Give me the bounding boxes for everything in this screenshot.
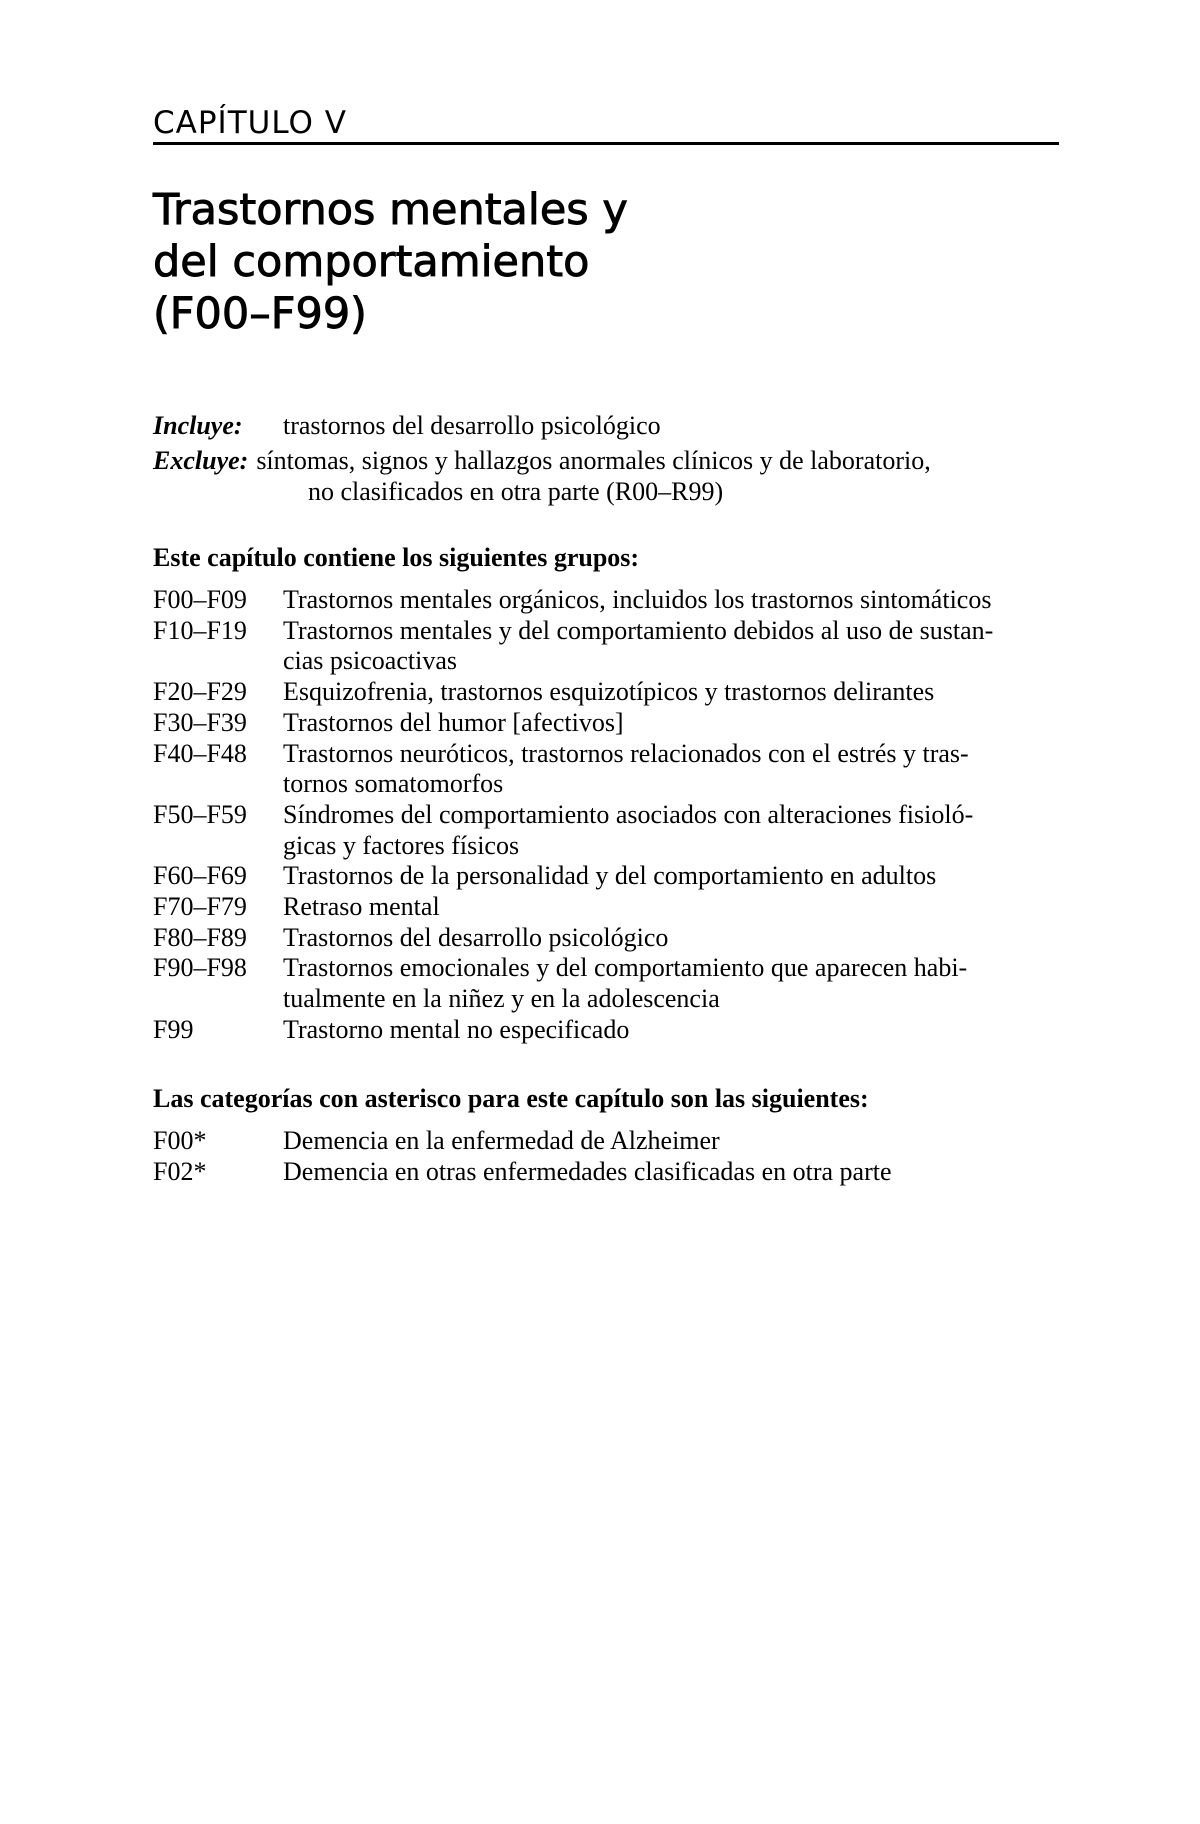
chapter-label: CAPÍTULO V <box>153 104 1059 145</box>
list-item <box>153 677 1059 708</box>
group-description: Trastornos del humor [afectivos] <box>283 707 624 737</box>
asterisk-heading: Las categorías con asterisco para este capítulo son las siguientes: <box>153 1084 869 1113</box>
group-code: F20–F29 <box>153 677 247 707</box>
excludes-row <box>153 445 1059 476</box>
group-description: Síndromes del comportamiento asociados con alteraciones fisioló- gicas y factores físicos <box>283 799 974 860</box>
chapter-title-line: Trastornos mentales y <box>153 185 628 235</box>
group-description: Trastornos de la personalidad y del comportamiento en adultos <box>283 861 937 891</box>
group-description: Trastorno mental no especificado <box>283 1014 630 1044</box>
asterisk-code: F02* <box>153 1156 207 1186</box>
group-code: F10–F19 <box>153 615 247 645</box>
group-description: Trastornos neuróticos, trastornos relacionados con el estrés y tras- tornos somatomorfos <box>283 738 969 799</box>
list-item <box>153 1157 1059 1188</box>
group-code: F00–F09 <box>153 585 247 614</box>
group-description: Esquizofrenia, trastornos esquizotípicos y trastornos delirantes <box>283 677 935 707</box>
excludes-label: Excluye: <box>153 446 249 475</box>
excludes-text-continuation: no clasificados en otra parte (R00–R99) <box>308 477 724 506</box>
list-item <box>153 739 1059 800</box>
group-code: F50–F59 <box>153 799 247 829</box>
list-item <box>153 708 1059 739</box>
asterisk-description: Demencia en otras enfermedades clasificadas en otra parte <box>283 1156 892 1186</box>
group-code: F90–F98 <box>153 953 247 983</box>
asterisk-description: Demencia en la enfermedad de Alzheimer <box>283 1126 720 1155</box>
excludes-text: síntomas, signos y hallazgos anormales clínicos y de laboratorio, <box>256 446 931 475</box>
list-item <box>153 1126 1059 1157</box>
group-code: F99 <box>153 1014 194 1044</box>
groups-heading: Este capítulo contiene los siguientes grupos: <box>153 543 640 572</box>
group-code: F30–F39 <box>153 707 247 737</box>
chapter-title-line: del comportamiento <box>153 237 590 287</box>
groups-list <box>153 585 1059 1046</box>
group-description: Trastornos mentales orgánicos, incluidos los trastornos sintomáticos <box>283 585 992 614</box>
list-item <box>153 953 1059 1014</box>
asterisk-list <box>153 1126 1059 1187</box>
chapter-title-line: (F00–F99) <box>153 289 367 339</box>
list-item <box>153 585 1059 616</box>
group-code: F60–F69 <box>153 861 247 891</box>
list-item <box>153 861 1059 892</box>
asterisk-code: F00* <box>153 1126 207 1155</box>
group-code: F40–F48 <box>153 738 247 768</box>
list-item <box>153 616 1059 677</box>
group-code: F80–F89 <box>153 922 247 952</box>
inclusion-exclusion-block <box>153 410 1059 507</box>
includes-label: Incluye: <box>153 411 243 440</box>
chapter-title <box>153 184 628 340</box>
group-description: Trastornos del desarrollo psicológico <box>283 922 669 952</box>
list-item <box>153 923 1059 954</box>
list-item <box>153 892 1059 923</box>
group-description: Trastornos mentales y del comportamiento debidos al uso de sustan- cias psicoactivas <box>283 615 994 676</box>
group-code: F70–F79 <box>153 892 247 922</box>
includes-text: trastornos del desarrollo psicológico <box>283 411 661 440</box>
group-description: Trastornos emocionales y del comportamiento que aparecen habi- tualmente en la niñez y en la adolescencia <box>283 953 968 1014</box>
list-item <box>153 1015 1059 1046</box>
includes-row <box>153 410 1059 441</box>
group-description: Retraso mental <box>283 892 440 922</box>
list-item <box>153 800 1059 861</box>
